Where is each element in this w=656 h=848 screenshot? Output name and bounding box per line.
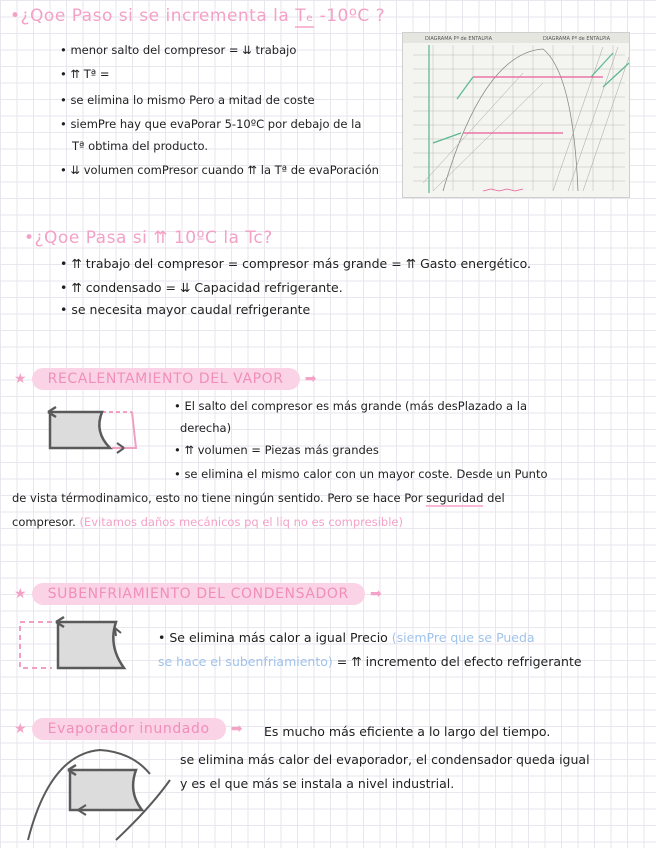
sec3-line-1: • El salto del compresor es más grande (más desPlazado a la: [174, 399, 527, 413]
section3-heading-row: [14, 368, 316, 387]
sec2-line-1: • ⇈ trabajo del compresor = compresor más grande = ⇈ Gasto energético.: [60, 256, 531, 271]
sec3-line-6-note: (Evitamos daños mecánicos pq el liq no es compresible): [79, 515, 403, 529]
sec1-line-5: Tª obtima del producto.: [72, 139, 208, 153]
sec3-line-5-highlight: seguridad: [426, 491, 484, 505]
sec3-line-3: • ⇈ volumen = Piezas más grandes: [174, 443, 379, 457]
section1-title: [10, 6, 385, 26]
sec5-line-2: se elimina más calor del evaporador, el condensador queda igual: [180, 752, 590, 767]
section5-heading: Evaporador inundado: [32, 718, 226, 740]
sec4-line-1-note: (siemPre que se Pueda: [391, 630, 535, 645]
chart-header-left: DIAGRAMA Pº de ENTALPIA: [425, 36, 493, 42]
section5-heading-row: [14, 718, 242, 737]
sec1-line-2: • ⇈ Tª =: [60, 67, 110, 81]
sec5-line-1: Es mucho más eficiente a lo largo del tiempo.: [264, 724, 551, 739]
arrow-right-icon: ➡: [230, 721, 243, 737]
section3-heading: RECALENTAMIENTO DEL VAPOR: [32, 368, 300, 390]
section4-heading: SUBENFRIAMIENTO DEL CONDENSADOR: [32, 583, 365, 605]
sec4-line-2: [158, 654, 582, 670]
sec1-line-1: • menor salto del compresor = ⇊ trabajo: [60, 43, 297, 57]
section1-title-end: -10ºC ?: [319, 6, 386, 26]
subcooling-cycle-diagram: [12, 612, 142, 678]
sec1-line-6: • ⇊ volumen comPresor cuando ⇈ la Tª de evaPoración: [60, 163, 379, 177]
sec3-line-4: • se elimina el mismo calor con un mayor coste. Desde un Punto: [174, 467, 548, 481]
section2-title: •¿Qoe Pasa si ⇈ 10ºC la Tc?: [24, 228, 273, 248]
superheat-cycle-diagram: [40, 396, 150, 462]
star-bullet-icon: ★: [14, 586, 27, 602]
sec3-line-5-text: de vista térmodinamico, esto no tiene ningún sentido. Pero se hace Por: [12, 491, 423, 505]
arrow-right-icon: ➡: [304, 371, 317, 387]
sec2-line-2: • ⇈ condensado = ⇊ Capacidad refrigerante.: [60, 280, 343, 295]
arrow-right-icon: ➡: [369, 586, 382, 602]
sec4-line-1-text: • Se elimina más calor a igual Precio: [158, 630, 388, 645]
ph-diagram-graphic: [403, 33, 629, 197]
sec3-line-5-end: del: [487, 491, 505, 505]
section1-title-text: •¿Qoe Paso si se incrementa la: [10, 6, 290, 26]
section4-heading-row: [14, 583, 382, 602]
star-bullet-icon: ★: [14, 371, 27, 387]
pressure-enthalpy-diagram: [402, 32, 630, 198]
sec3-line-2: derecha): [180, 421, 232, 435]
sec4-line-2-text: = ⇈ incremento del efecto refrigerante: [336, 654, 582, 669]
chart-header-right: DIAGRAMA Pº de ENTALPIA: [543, 36, 611, 42]
section1-title-symbol: Tₑ: [295, 6, 314, 26]
sec1-line-4: • siemPre hay que evaPorar 5-10ºC por debajo de la: [60, 117, 362, 131]
sec4-line-2-note: se hace el subenfriamiento): [158, 654, 333, 669]
flooded-evaporator-diagram: [20, 744, 180, 844]
sec4-line-1: [158, 630, 535, 646]
star-bullet-icon: ★: [14, 721, 27, 737]
sec3-line-6-text: compresor.: [12, 515, 76, 529]
sec5-line-3: y es el que más se instala a nivel industrial.: [180, 776, 455, 791]
sec2-line-3: • se necesita mayor caudal refrigerante: [60, 302, 311, 317]
sec3-line-5: [12, 490, 505, 506]
sec3-line-6: [12, 514, 403, 530]
sec1-line-3: • se elimina lo mismo Pero a mitad de coste: [60, 93, 315, 107]
